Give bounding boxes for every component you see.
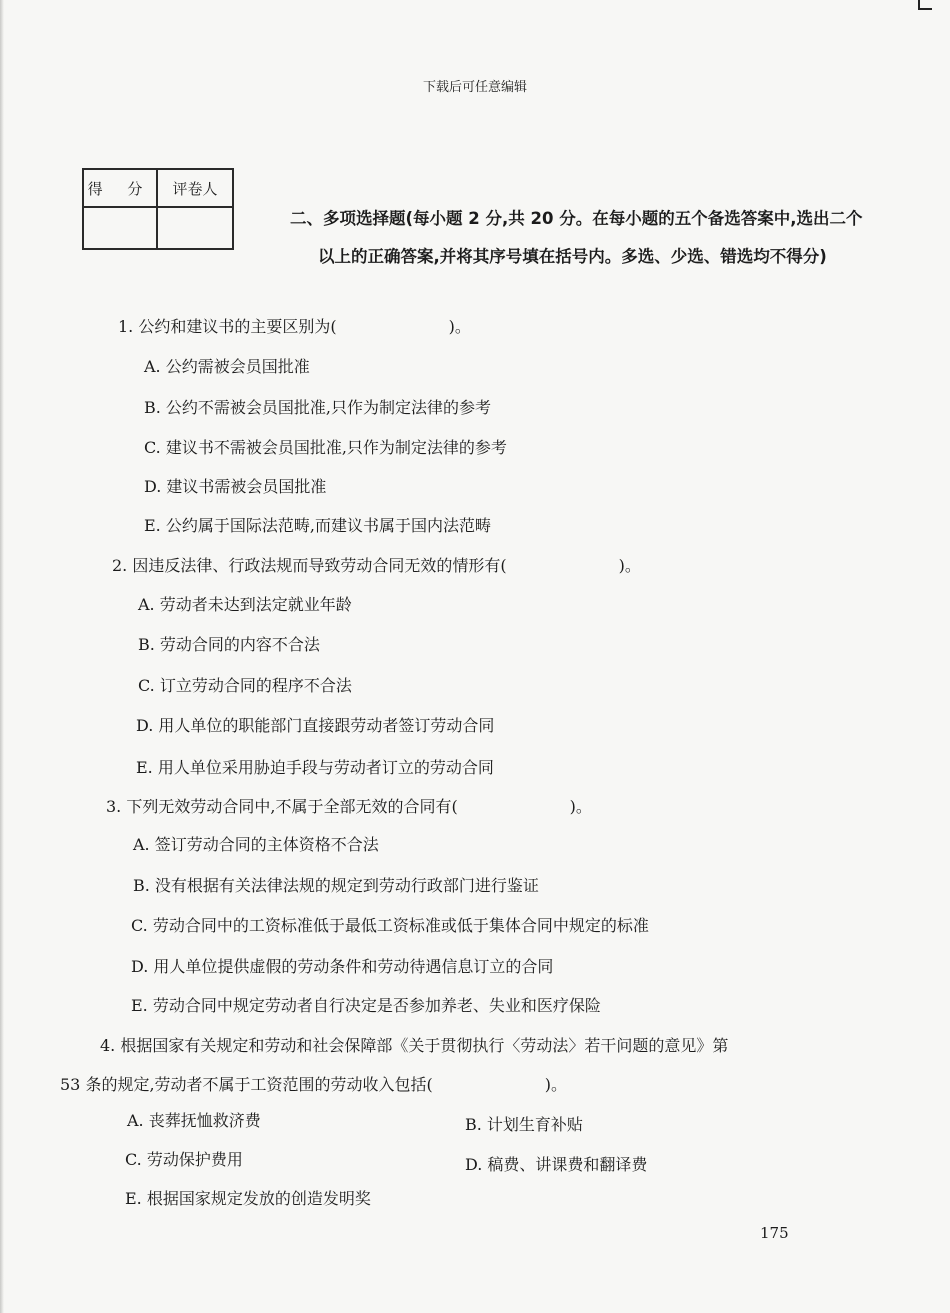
question-4-option-e: E. 根据国家规定发放的创造发明奖 [125,1189,371,1208]
question-1-option-b: B. 公约不需被会员国批准,只作为制定法律的参考 [144,398,492,417]
question-3-option-a: A. 签订劳动合同的主体资格不合法 [133,835,379,854]
question-4-option-b: B. 计划生育补贴 [465,1115,583,1134]
question-3-option-c: C. 劳动合同中的工资标准低于最低工资标准或低于集体合同中规定的标准 [131,916,649,935]
question-2-option-a: A. 劳动者未达到法定就业年龄 [138,595,352,614]
grader-cell [157,207,233,249]
question-1-option-e: E. 公约属于国际法范畴,而建议书属于国内法范畴 [144,516,491,535]
page-header: 下载后可任意编辑 [422,80,527,95]
grader-label: 评卷人 [157,169,233,207]
question-4-stem-line-1: 4. 根据国家有关规定和劳动和社会保障部《关于贯彻执行〈劳动法〉若干问题的意见》第 [100,1036,729,1055]
question-1-option-d: D. 建议书需被会员国批准 [144,477,327,496]
question-1-option-a: A. 公约需被会员国批准 [144,357,310,376]
question-2-option-c: C. 订立劳动合同的程序不合法 [138,676,352,695]
question-4-stem-line-2: 53 条的规定,劳动者不属于工资范围的劳动收入包括( )。 [60,1075,568,1094]
question-2-option-d: D. 用人单位的职能部门直接跟劳动者签订劳动合同 [136,716,495,735]
score-table [82,168,234,250]
score-label: 得 分 [83,169,157,207]
question-4-option-d: D. 稿费、讲课费和翻译费 [465,1155,648,1174]
page-number: 175 [760,1224,789,1242]
question-2-option-e: E. 用人单位采用胁迫手段与劳动者订立的劳动合同 [136,758,494,777]
question-3-option-b: B. 没有根据有关法律法规的规定到劳动行政部门进行鉴证 [133,876,539,895]
corner-mark [918,0,932,10]
question-2-option-b: B. 劳动合同的内容不合法 [138,635,320,654]
question-3-option-d: D. 用人单位提供虚假的劳动条件和劳动待遇信息订立的合同 [131,957,554,976]
question-2-stem: 2. 因违反法律、行政法规而导致劳动合同无效的情形有( )。 [112,556,641,575]
question-1-option-c: C. 建议书不需被会员国批准,只作为制定法律的参考 [144,438,507,457]
scan-edge [0,0,4,1313]
section-title: 二、多项选择题(每小题 2 分,共 20 分。在每小题的五个备选答案中,选出二个以上的正确答案,并将其序号填在括号内。多选、少选、错选均不得分) [290,209,863,266]
question-4-option-c: C. 劳动保护费用 [125,1150,243,1169]
score-cell [83,207,157,249]
question-1-stem: 1. 公约和建议书的主要区别为( )。 [118,317,471,336]
question-4-option-a: A. 丧葬抚恤救济费 [127,1111,261,1130]
question-3-option-e: E. 劳动合同中规定劳动者自行决定是否参加养老、失业和医疗保险 [131,996,601,1015]
question-3-stem: 3. 下列无效劳动合同中,不属于全部无效的合同有( )。 [106,797,592,816]
